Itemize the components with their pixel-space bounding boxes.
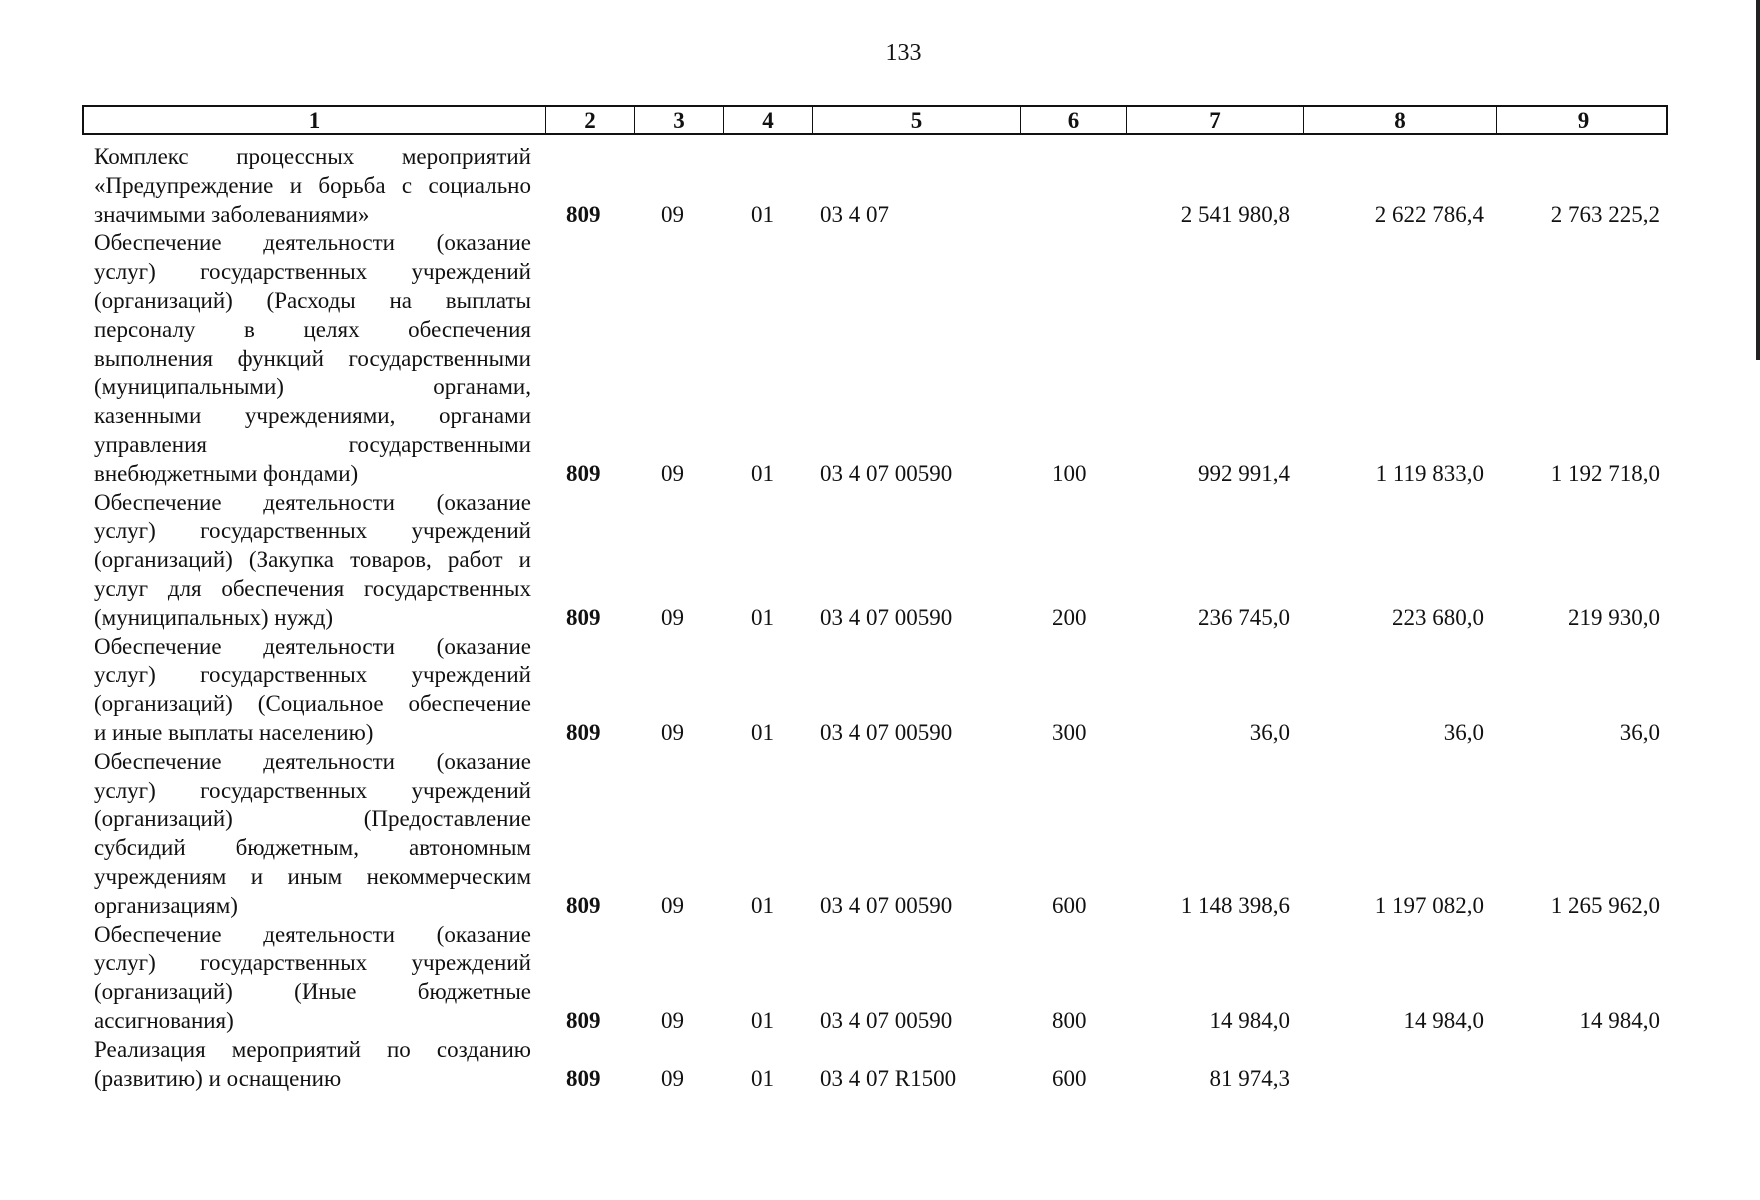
description-line: Обеспечение деятельности (оказание <box>94 921 531 947</box>
description-line: казенными учреждениями, органами <box>94 403 531 429</box>
cell-col-5: 03 4 07 00590 <box>820 892 953 918</box>
cell-col-5: 03 4 07 <box>820 201 889 227</box>
table-header <box>82 105 1668 135</box>
column-header-9: 9 <box>1577 108 1590 133</box>
description-line: (организаций) (Предоставление <box>94 806 531 832</box>
description-line: услуг) государственных учреждений <box>94 662 531 688</box>
description-line: внебюджетными фондами) <box>94 460 359 486</box>
cell-col-5: 03 4 07 00590 <box>820 460 953 486</box>
cell-col-8: 1 119 833,0 <box>1375 460 1484 486</box>
cell-col-6: 600 <box>1052 1065 1087 1091</box>
cell-col-6: 300 <box>1052 719 1087 745</box>
page-number: 133 <box>885 40 922 66</box>
description-line: (организаций) (Иные бюджетные <box>94 979 531 1005</box>
description-line: услуг) государственных учреждений <box>94 259 531 285</box>
column-header-4: 4 <box>724 107 813 133</box>
cell-col-4: 01 <box>751 604 774 630</box>
cell-col-3: 09 <box>661 892 684 918</box>
description-line: Обеспечение деятельности (оказание <box>94 489 531 515</box>
column-header-1: 1 <box>84 107 546 133</box>
cell-col-3: 09 <box>661 719 684 745</box>
description-line: субсидий бюджетным, автономным <box>94 835 531 861</box>
cell-col-7: 2 541 980,8 <box>1180 201 1290 227</box>
cell-col-8: 36,0 <box>1443 719 1484 745</box>
cell-col-7: 1 148 398,6 <box>1180 892 1290 918</box>
cell-col-4: 01 <box>751 892 774 918</box>
description-line: и иные выплаты населению) <box>94 719 374 745</box>
description-line: значимыми заболеваниями» <box>94 201 370 227</box>
cell-col-2: 809 <box>566 1065 601 1091</box>
description-line: «Предупреждение и борьба с социально <box>94 172 531 198</box>
cell-col-5: 03 4 07 00590 <box>820 604 953 630</box>
column-header-7: 7 <box>1127 107 1304 133</box>
row-description <box>94 143 531 229</box>
cell-col-8: 1 197 082,0 <box>1374 892 1484 918</box>
table-row <box>0 633 1760 748</box>
cell-col-3: 09 <box>661 201 684 227</box>
description-line: Обеспечение деятельности (оказание <box>94 633 531 659</box>
cell-col-4: 01 <box>751 1007 774 1033</box>
description-line: Обеспечение деятельности (оказание <box>94 230 531 256</box>
row-description <box>94 1036 531 1094</box>
description-line: Комплекс процессных мероприятий <box>94 144 531 169</box>
description-line: выполнения функций государственными <box>94 345 531 371</box>
description-line: услуг) государственных учреждений <box>94 950 531 976</box>
row-description <box>94 921 531 1036</box>
description-line: Реализация мероприятий по созданию <box>94 1036 531 1062</box>
cell-col-8: 223 680,0 <box>1392 604 1484 630</box>
column-header-2: 2 <box>546 107 635 133</box>
description-line: (организаций) (Расходы на выплаты <box>94 287 531 313</box>
cell-col-9: 219 930,0 <box>1568 604 1660 630</box>
column-header-5: 5 <box>813 107 1021 133</box>
table-row <box>0 143 1760 229</box>
cell-col-6: 100 <box>1052 460 1087 486</box>
column-header-3: 3 <box>635 107 724 133</box>
cell-col-9: 36,0 <box>1619 719 1660 745</box>
description-line: (муниципальных) нужд) <box>94 604 334 630</box>
cell-col-5: 03 4 07 R1500 <box>820 1065 957 1091</box>
cell-col-3: 09 <box>661 1065 684 1091</box>
row-description <box>94 748 531 921</box>
cell-col-2: 809 <box>566 460 601 486</box>
cell-col-7: 36,0 <box>1249 719 1290 745</box>
cell-col-9: 1 192 718,0 <box>1550 460 1660 486</box>
cell-col-4: 01 <box>751 201 774 227</box>
description-line: услуг) государственных учреждений <box>94 518 531 544</box>
cell-col-6: 800 <box>1052 1007 1087 1033</box>
cell-col-7: 236 745,0 <box>1198 604 1290 630</box>
scan-edge-mark <box>1756 0 1760 360</box>
cell-col-4: 01 <box>751 1065 774 1091</box>
cell-col-9: 14 984,0 <box>1579 1007 1660 1033</box>
cell-col-2: 809 <box>566 719 601 745</box>
description-line: (муниципальными) органами, <box>94 374 531 400</box>
cell-col-3: 09 <box>661 604 684 630</box>
cell-col-6: 200 <box>1052 604 1087 630</box>
cell-col-6: 600 <box>1052 892 1087 918</box>
description-line: (развитию) и оснащению <box>94 1065 342 1091</box>
description-line: учреждениям и иным некоммерческим <box>94 863 531 889</box>
column-header-8: 8 <box>1304 107 1497 133</box>
column-header-6: 6 <box>1021 107 1127 133</box>
description-line: (организаций) (Социальное обеспечение <box>94 691 531 717</box>
cell-col-5: 03 4 07 00590 <box>820 1007 953 1033</box>
cell-col-2: 809 <box>566 1007 601 1033</box>
description-line: Обеспечение деятельности (оказание <box>94 748 531 774</box>
cell-col-3: 09 <box>661 460 684 486</box>
cell-col-7: 14 984,0 <box>1209 1007 1290 1033</box>
cell-col-2: 809 <box>566 892 601 918</box>
description-line: услуг для обеспечения государственных <box>94 575 531 601</box>
cell-col-4: 01 <box>751 719 774 745</box>
row-description <box>94 633 531 748</box>
cell-col-8: 14 984,0 <box>1403 1007 1484 1033</box>
cell-col-3: 09 <box>661 1007 684 1033</box>
cell-col-5: 03 4 07 00590 <box>820 719 953 745</box>
table-row <box>0 748 1760 921</box>
cell-col-9: 2 763 225,2 <box>1550 201 1660 227</box>
cell-col-4: 01 <box>751 460 774 486</box>
table-row <box>0 229 1760 488</box>
description-line: ассигнования) <box>94 1007 234 1033</box>
description-line: услуг) государственных учреждений <box>94 777 531 803</box>
description-line: управления государственными <box>94 431 531 457</box>
cell-col-8: 2 622 786,4 <box>1374 201 1484 227</box>
description-line: (организаций) (Закупка товаров, работ и <box>94 547 531 573</box>
description-line: персоналу в целях обеспечения <box>94 316 531 342</box>
table-row <box>0 921 1760 1036</box>
table-row <box>0 489 1760 633</box>
cell-col-7: 992 991,4 <box>1198 460 1290 486</box>
cell-col-2: 809 <box>566 604 601 630</box>
row-description <box>94 489 531 633</box>
table-row <box>0 1036 1760 1094</box>
cell-col-2: 809 <box>566 201 601 227</box>
description-line: организациям) <box>94 892 238 918</box>
row-description <box>94 229 531 488</box>
cell-col-7: 81 974,3 <box>1209 1065 1290 1091</box>
cell-col-9: 1 265 962,0 <box>1550 892 1660 918</box>
